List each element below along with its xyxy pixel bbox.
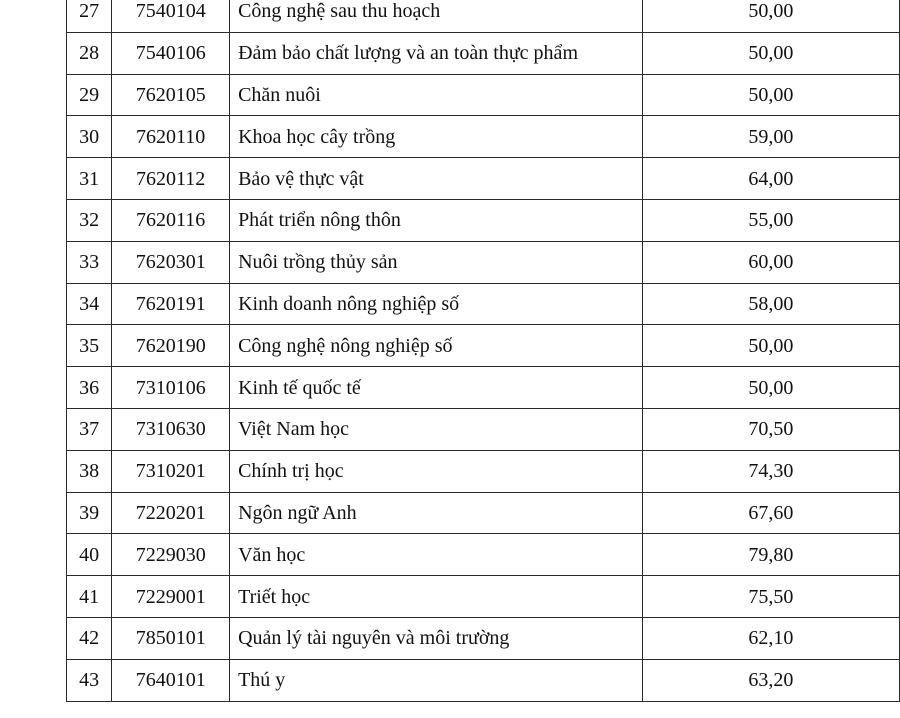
- score-cell: 70,50: [642, 408, 899, 450]
- major-name-cell: Triết học: [230, 576, 643, 618]
- table-row: [67, 241, 900, 283]
- row-number-cell: 42: [67, 617, 112, 659]
- major-code-cell: 7620105: [112, 74, 230, 116]
- score-cell: 50,00: [642, 74, 899, 116]
- table-row: [67, 283, 900, 325]
- major-name-cell: Chăn nuôi: [230, 74, 643, 116]
- score-cell: 58,00: [642, 283, 899, 325]
- table-row: [67, 408, 900, 450]
- major-code-cell: 7229001: [112, 576, 230, 618]
- major-code-cell: 7850101: [112, 617, 230, 659]
- table-row: [67, 0, 900, 32]
- row-number-cell: 33: [67, 241, 112, 283]
- table-row: [67, 367, 900, 409]
- major-code-cell: 7620301: [112, 241, 230, 283]
- major-name-cell: Văn học: [230, 534, 643, 576]
- row-number-cell: 34: [67, 283, 112, 325]
- table-row: [67, 617, 900, 659]
- major-code-cell: 7310201: [112, 450, 230, 492]
- major-code-cell: 7310630: [112, 408, 230, 450]
- table-row: [67, 450, 900, 492]
- row-number-cell: 30: [67, 116, 112, 158]
- major-name-cell: Chính trị học: [230, 450, 643, 492]
- score-cell: 60,00: [642, 241, 899, 283]
- row-number-cell: 36: [67, 367, 112, 409]
- row-number-cell: 43: [67, 659, 112, 701]
- major-name-cell: Ngôn ngữ Anh: [230, 492, 643, 534]
- admission-score-table: [66, 0, 900, 702]
- row-number-cell: 41: [67, 576, 112, 618]
- major-name-cell: Nuôi trồng thủy sản: [230, 241, 643, 283]
- row-number-cell: 37: [67, 408, 112, 450]
- major-code-cell: 7620191: [112, 283, 230, 325]
- row-number-cell: 29: [67, 74, 112, 116]
- score-cell: 59,00: [642, 116, 899, 158]
- major-code-cell: 7620190: [112, 325, 230, 367]
- major-code-cell: 7220201: [112, 492, 230, 534]
- score-cell: 62,10: [642, 617, 899, 659]
- major-name-cell: Việt Nam học: [230, 408, 643, 450]
- score-cell: 64,00: [642, 158, 899, 200]
- major-code-cell: 7310106: [112, 367, 230, 409]
- major-name-cell: Phát triển nông thôn: [230, 199, 643, 241]
- table-row: [67, 576, 900, 618]
- major-code-cell: 7620116: [112, 199, 230, 241]
- table-row: [67, 199, 900, 241]
- major-name-cell: Quản lý tài nguyên và môi trường: [230, 617, 643, 659]
- major-code-cell: 7540104: [112, 0, 230, 32]
- table-row: [67, 158, 900, 200]
- table-row: [67, 325, 900, 367]
- row-number-cell: 28: [67, 32, 112, 74]
- score-cell: 50,00: [642, 32, 899, 74]
- major-name-cell: Đảm bảo chất lượng và an toàn thực phẩm: [230, 32, 643, 74]
- score-cell: 50,00: [642, 325, 899, 367]
- score-cell: 63,20: [642, 659, 899, 701]
- table-row: [67, 534, 900, 576]
- score-cell: 50,00: [642, 0, 899, 32]
- row-number-cell: 32: [67, 199, 112, 241]
- table-row: [67, 74, 900, 116]
- score-cell: 79,80: [642, 534, 899, 576]
- row-number-cell: 38: [67, 450, 112, 492]
- major-code-cell: 7229030: [112, 534, 230, 576]
- major-code-cell: 7620110: [112, 116, 230, 158]
- row-number-cell: 40: [67, 534, 112, 576]
- table-body: [67, 0, 900, 701]
- score-cell: 55,00: [642, 199, 899, 241]
- table-row: [67, 659, 900, 701]
- major-name-cell: Thú y: [230, 659, 643, 701]
- major-name-cell: Kinh doanh nông nghiệp số: [230, 283, 643, 325]
- major-name-cell: Công nghệ nông nghiệp số: [230, 325, 643, 367]
- row-number-cell: 31: [67, 158, 112, 200]
- table-row: [67, 492, 900, 534]
- row-number-cell: 39: [67, 492, 112, 534]
- major-code-cell: 7620112: [112, 158, 230, 200]
- row-number-cell: 35: [67, 325, 112, 367]
- score-cell: 50,00: [642, 367, 899, 409]
- table-row: [67, 116, 900, 158]
- table-row: [67, 32, 900, 74]
- major-name-cell: Khoa học cây trồng: [230, 116, 643, 158]
- major-code-cell: 7540106: [112, 32, 230, 74]
- score-cell: 75,50: [642, 576, 899, 618]
- score-cell: 74,30: [642, 450, 899, 492]
- score-cell: 67,60: [642, 492, 899, 534]
- major-code-cell: 7640101: [112, 659, 230, 701]
- major-name-cell: Bảo vệ thực vật: [230, 158, 643, 200]
- major-name-cell: Kinh tế quốc tế: [230, 367, 643, 409]
- major-name-cell: Công nghệ sau thu hoạch: [230, 0, 643, 32]
- row-number-cell: 27: [67, 0, 112, 32]
